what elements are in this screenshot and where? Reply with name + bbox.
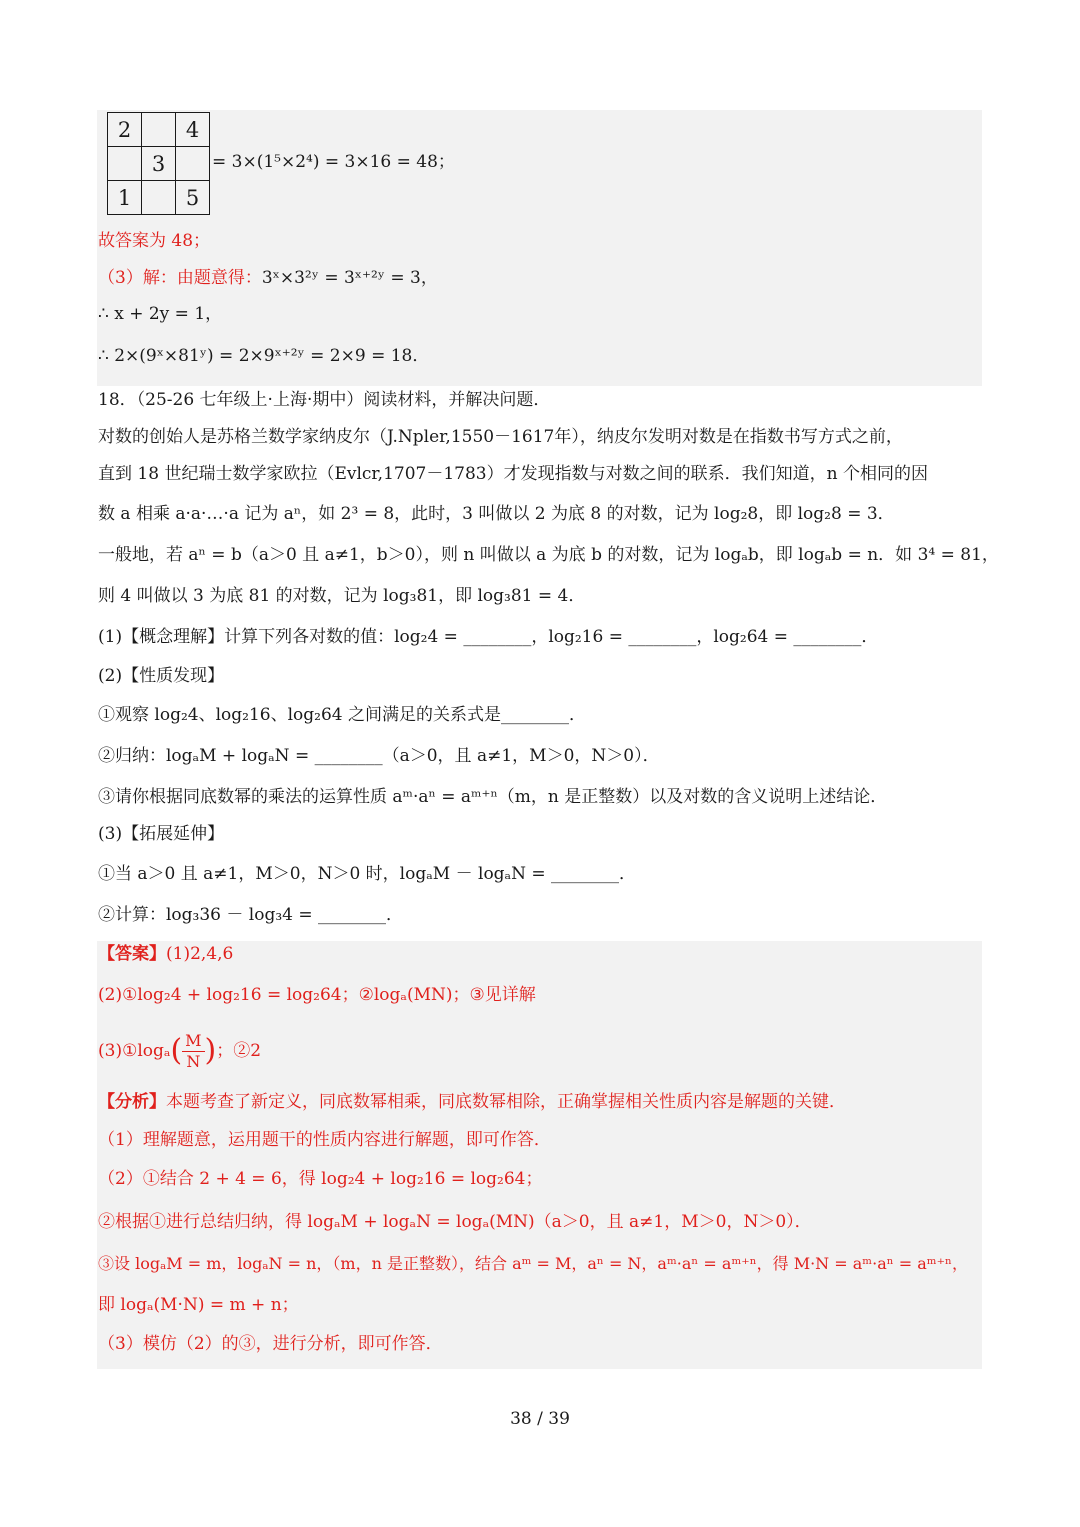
grid-cell: 4: [176, 113, 210, 147]
answer-3: (3)①logₐ( $\frac{M}{N}$ )；②2: [98, 1031, 262, 1071]
grid-cell: [176, 147, 210, 181]
part3-step1-expr: 3ˣ×3²ʸ = 3ˣ⁺²ʸ = 3，: [261, 268, 438, 288]
question-2-1: ①观察 log₂4、log₂16、log₂64 之间满足的关系式是________．: [98, 705, 586, 725]
analysis-line: （3）模仿（2）的③，进行分析，即可作答．: [98, 1334, 443, 1354]
analysis-line: ②根据①进行总结归纳，得 logₐM + logₐN = logₐ(MN)（a＞0，且 a≠1，M＞0，N＞0）．: [98, 1212, 812, 1232]
problem-para: 直到 18 世纪瑞士数学家欧拉（Evlcr,1707－1783）才发现指数与对数之间的联系．我们知道，n 个相同的因: [98, 464, 928, 484]
analysis-line-1: [98, 1090, 846, 1114]
question-3-1: ①当 a＞0 且 a≠1，M＞0，N＞0 时，logₐM － logₐN = ________．: [98, 864, 637, 884]
question-2-2: ②归纳：logₐM + logₐN = ________（a＞0，且 a≠1，M＞0，N＞0）．: [98, 746, 660, 766]
analysis-text: 本题考查了新定义，同底数幂相乘，同底数幂相除，正确掌握相关性质内容是解题的关键．: [166, 1092, 846, 1112]
prev-answer: 故答案为 48；: [98, 231, 211, 251]
grid-cell: [108, 147, 142, 181]
problem-para: 一般地，若 aⁿ = b（a＞0 且 a≠1，b＞0），则 n 叫做以 a 为底 b 的对数，记为 logₐb，即 logₐb = n．如 3⁴ = 81，: [98, 545, 999, 565]
grid-cell: 2: [108, 113, 142, 147]
grid-cell: 3: [142, 147, 176, 181]
number-grid: [107, 112, 210, 215]
problem-para: 数 a 相乘 a·a·…·a 记为 aⁿ，如 2³ = 8，此时，3 叫做以 2 为底 8 的对数，记为 log₂8，即 log₂8 = 3．: [98, 504, 895, 524]
answer-3-prefix: (3)①logₐ: [98, 1041, 171, 1061]
answer-1: (1)2,4,6: [166, 944, 234, 964]
grid-cell: 5: [176, 181, 210, 215]
grid-cell: [142, 113, 176, 147]
answer-line-1: [98, 942, 233, 966]
answer-3-suffix: ；②2: [216, 1041, 262, 1061]
part3-step1: [98, 266, 438, 290]
question-2-3: ③请你根据同底数幂的乘法的运算性质 aᵐ·aⁿ = aᵐ⁺ⁿ（m，n 是正整数）以及对数的含义说明上述结论．: [98, 787, 888, 807]
analysis-line: （1）理解题意，运用题干的性质内容进行解题，即可作答．: [98, 1130, 551, 1150]
grid-result: = 3×(1⁵×2⁴) = 3×16 = 48；: [212, 152, 455, 172]
fraction-numerator: M: [182, 1031, 204, 1052]
question-2-title: (2)【性质发现】: [98, 666, 225, 686]
fraction: [182, 1031, 204, 1072]
grid-cell: 1: [108, 181, 142, 215]
part3-step1-prefix: （3）解：由题意得：: [98, 268, 262, 288]
answer-label: 【答案】: [98, 944, 166, 964]
part3-step3: ∴ 2×(9ˣ×81ʸ) = 2×9ˣ⁺²ʸ = 2×9 = 18．: [98, 346, 430, 366]
analysis-line: 即 logₐ(M·N) = m + n；: [98, 1295, 299, 1315]
answer-2: (2)①log₂4 + log₂16 = log₂64；②logₐ(MN)；③见详解: [98, 985, 536, 1005]
analysis-line: ③设 logₐM = m，logₐN = n，（m，n 是正整数），结合 aᵐ = M，aⁿ = N，aᵐ·aⁿ = aᵐ⁺ⁿ，得 M·N = aᵐ·aⁿ = aᵐ⁺ⁿ，: [98, 1254, 968, 1273]
analysis-line: （2）①结合 2 + 4 = 6，得 log₂4 + log₂16 = log₂64；: [98, 1169, 543, 1189]
analysis-label: 【分析】: [98, 1092, 166, 1112]
page-number: 38 / 39: [510, 1409, 570, 1429]
question-3-2: ②计算：log₃36 － log₃4 = ________．: [98, 905, 404, 925]
part3-step2: ∴ x + 2y = 1，: [98, 304, 223, 324]
fraction-denominator: N: [186, 1052, 201, 1071]
question-3-title: (3)【拓展延伸】: [98, 824, 225, 844]
problem-para: 对数的创始人是苏格兰数学家纳皮尔（J.Npler,1550－1617年），纳皮尔发明对数是在指数书写方式之前，: [98, 427, 903, 447]
question-1: (1)【概念理解】计算下列各对数的值：log₂4 = ________，log₂16 = ________，log₂64 = ________．: [98, 627, 879, 647]
problem-header: 18．（25-26 七年级上·上海·期中）阅读材料，并解决问题．: [98, 390, 551, 410]
problem-para: 则 4 叫做以 3 为底 81 的对数，记为 log₃81，即 log₃81 = 4．: [98, 586, 586, 606]
grid-cell: [142, 181, 176, 215]
